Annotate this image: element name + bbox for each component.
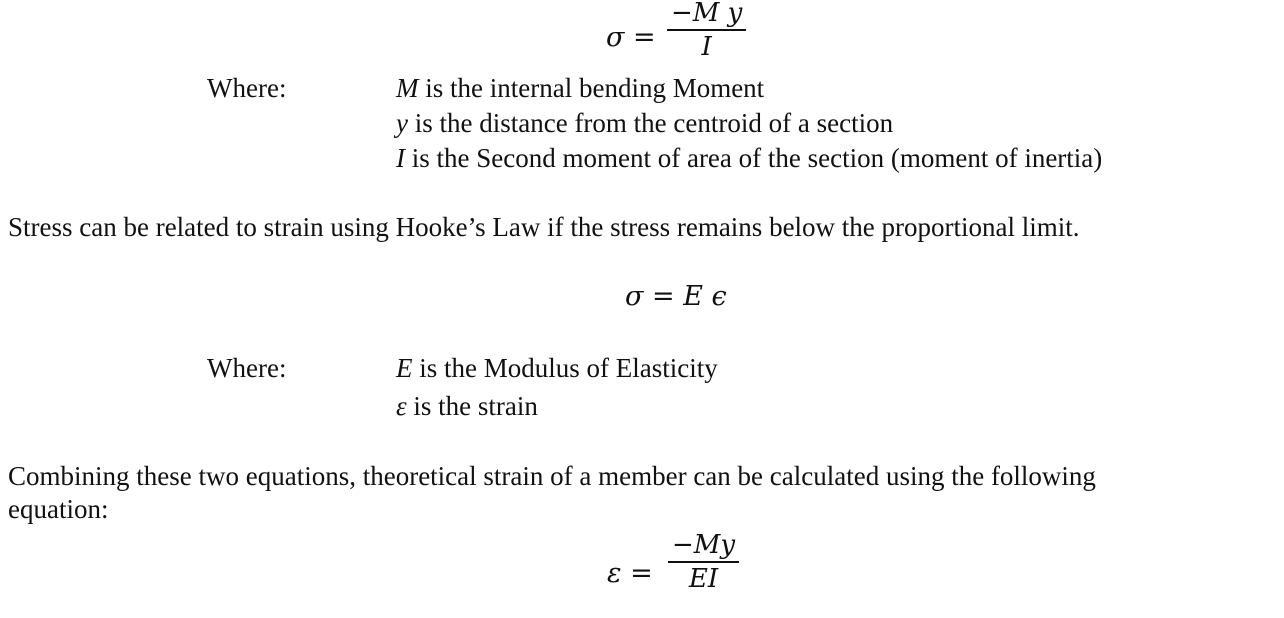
equation-1-lhs xyxy=(606,22,656,53)
equation-1-equals: = xyxy=(633,22,656,53)
equation-3-fraction-bar xyxy=(668,561,739,563)
paragraph-hookes-law: Stress can be related to strain using Hooke’s Law if the stress remains below the proportional limit. xyxy=(8,212,1080,242)
definition-text: is the internal bending Moment xyxy=(418,73,765,103)
paragraph-combining-line-2: equation: xyxy=(8,494,109,524)
definition-text: is the strain xyxy=(406,391,538,421)
equation-1-symbol: σ xyxy=(606,22,625,53)
definition-symbol: I xyxy=(396,143,405,173)
equation-2: σ = E ϵ xyxy=(625,281,727,312)
equation-1-fraction-bar xyxy=(667,29,746,31)
equation-1-denominator: I xyxy=(701,31,712,62)
definition-symbol: M xyxy=(396,73,419,103)
equation-1-fraction xyxy=(667,0,746,62)
definition-symbol: y xyxy=(396,108,408,138)
definition-symbol: E xyxy=(396,353,413,383)
where-label-1: Where: xyxy=(207,73,287,103)
definition-line xyxy=(396,352,718,384)
equation-3-numerator: −My xyxy=(672,530,736,560)
definition-line xyxy=(396,142,1102,174)
definition-text: is the Modulus of Elasticity xyxy=(412,353,718,383)
equation-3-equals: = xyxy=(630,558,653,589)
where-label-2: Where: xyxy=(207,353,287,383)
equation-3-denominator: EI xyxy=(688,563,719,594)
definition-line xyxy=(396,72,764,104)
equation-1-numerator: −M y xyxy=(671,0,743,28)
equation-3-fraction xyxy=(668,530,739,594)
definition-symbol: ε xyxy=(396,391,407,421)
definition-text: is the Second moment of area of the section (moment of inertia) xyxy=(405,143,1103,173)
definition-line xyxy=(396,107,893,139)
definition-text: is the distance from the centroid of a section xyxy=(407,108,894,138)
definition-line xyxy=(396,390,538,422)
paragraph-combining-line-1: Combining these two equations, theoretical strain of a member can be calculated using the following xyxy=(8,461,1096,491)
equation-3-lhs xyxy=(607,558,653,589)
equation-3-symbol: ε xyxy=(607,558,622,589)
